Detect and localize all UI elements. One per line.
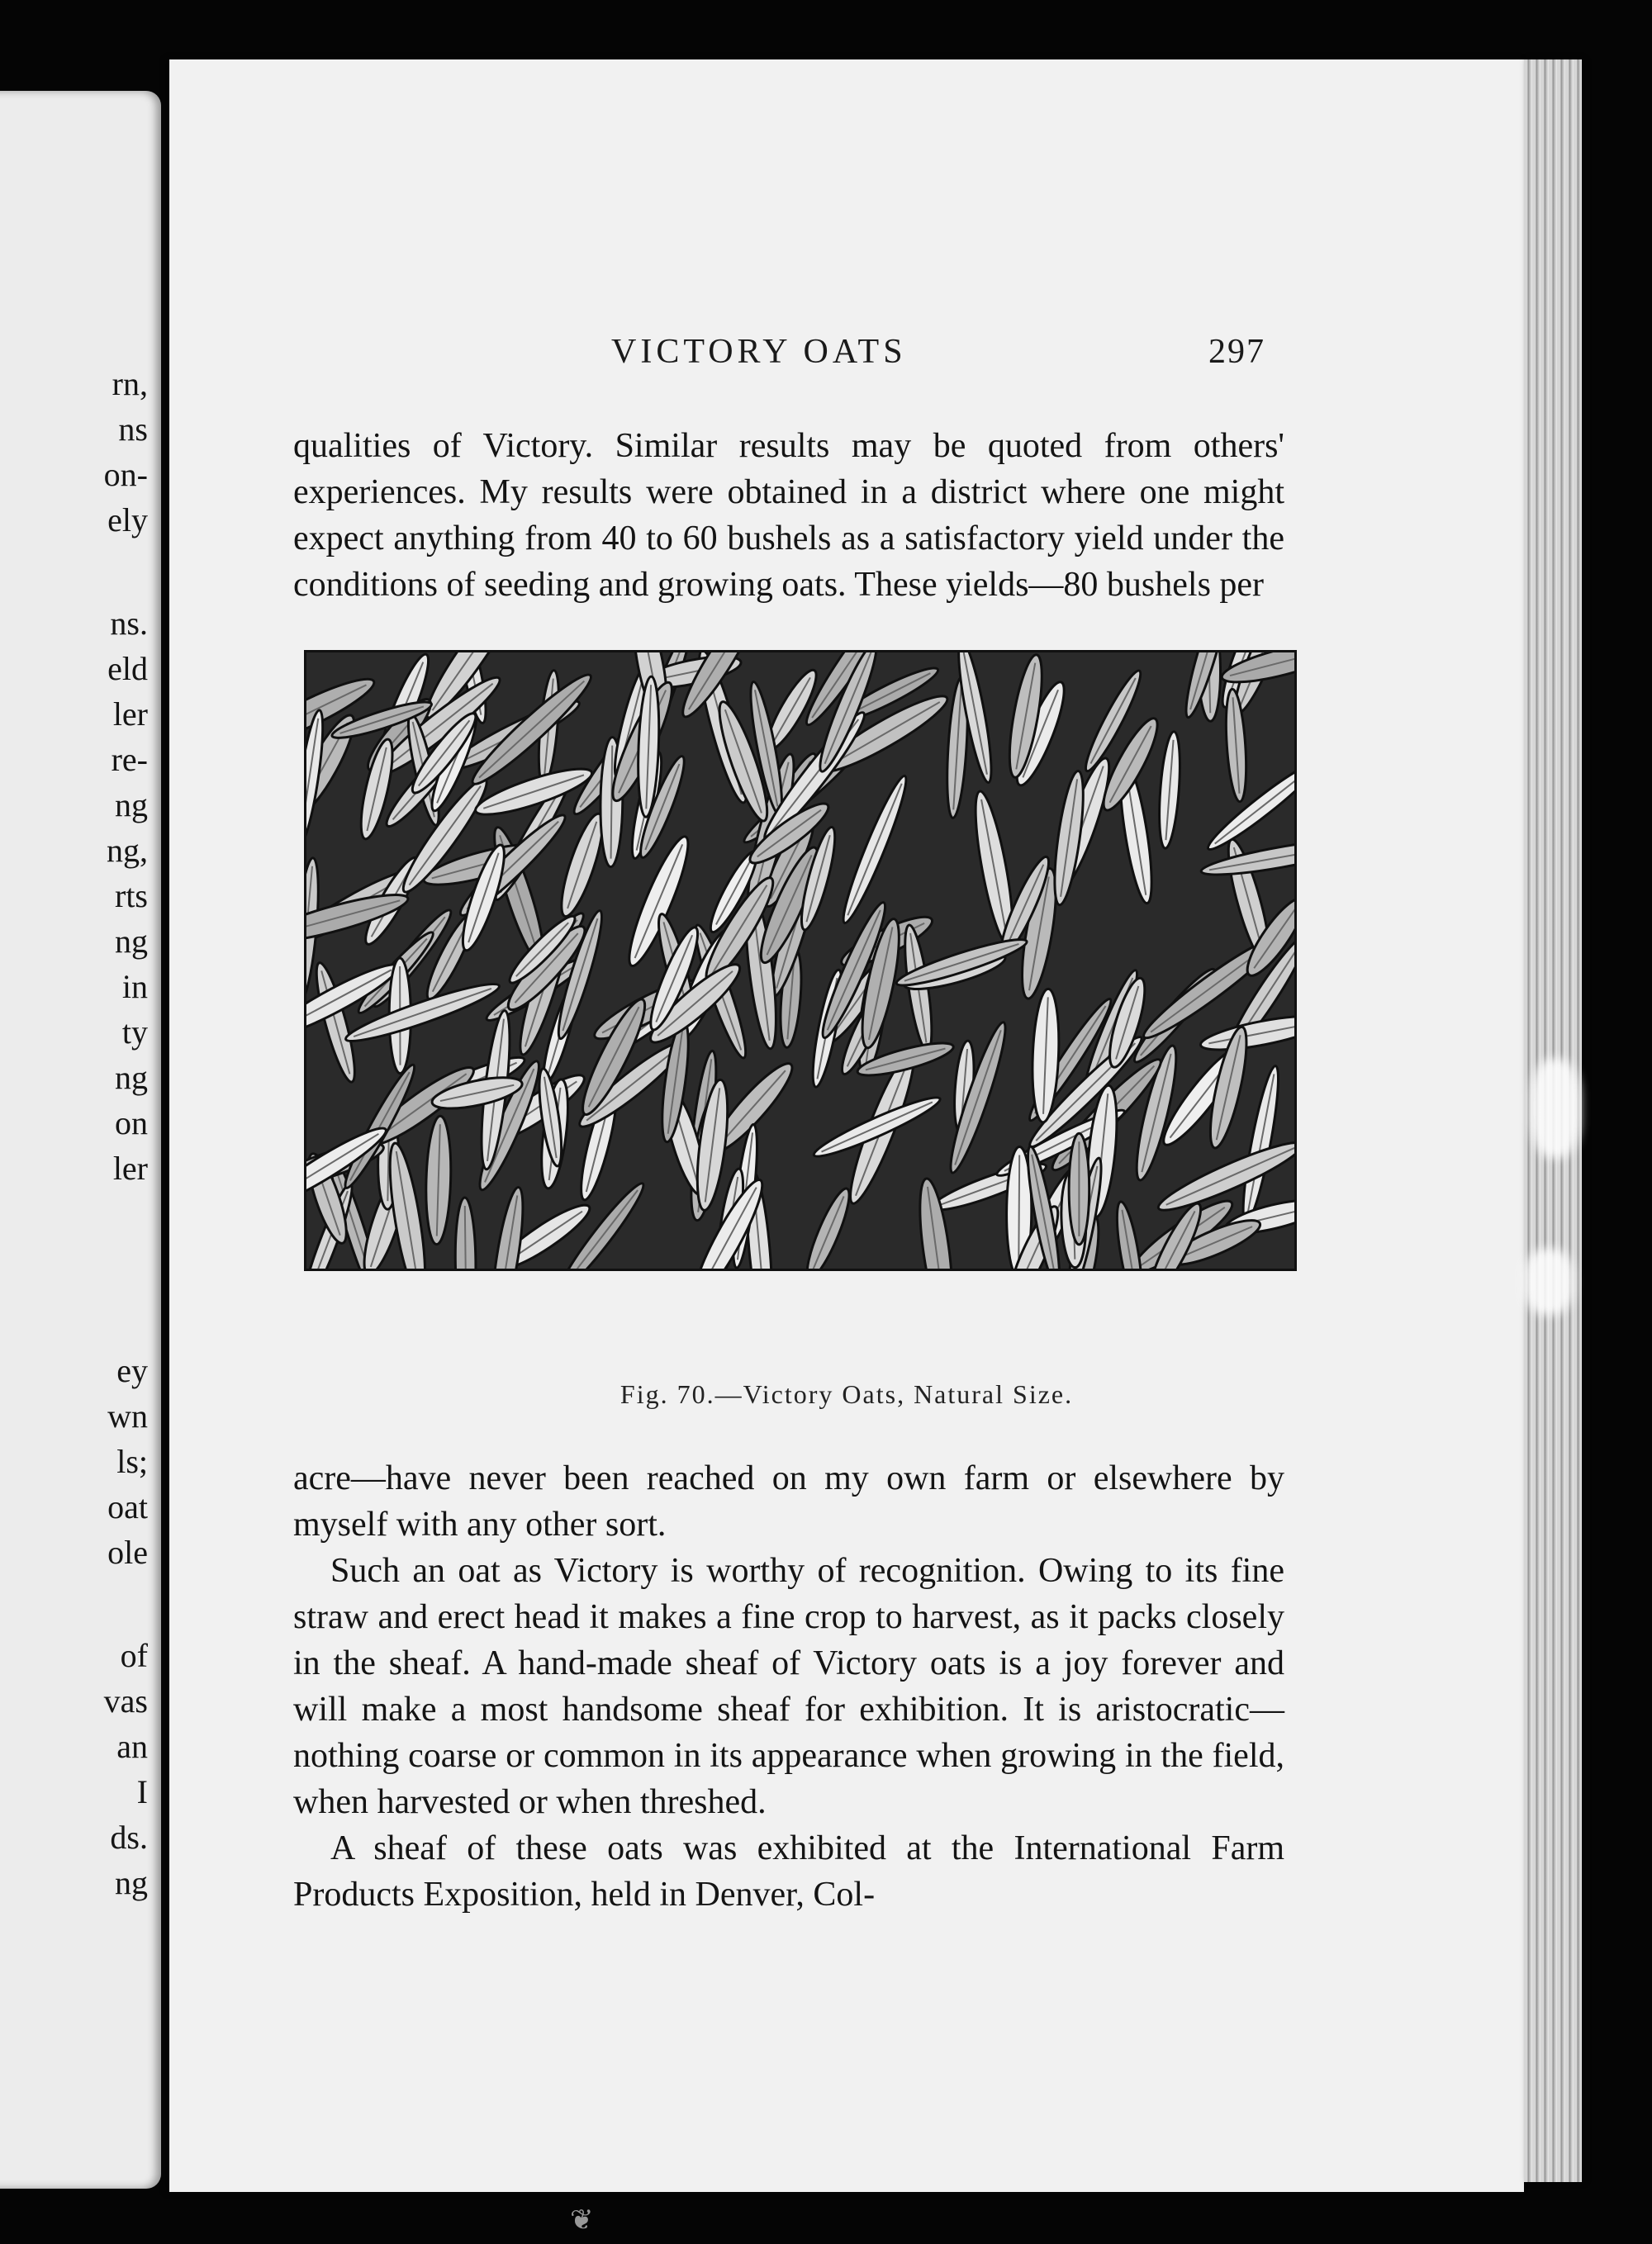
- body-text-bottom: [293, 1455, 1284, 1918]
- paragraph-1: acre—have never been reached on my own farm or elsewhere by myself with any other sort.: [293, 1459, 1284, 1544]
- figure-caption: Fig. 70.—Victory Oats, Natural Size.: [620, 1379, 1074, 1409]
- left-page-fragment: ng,: [107, 832, 148, 869]
- left-page-fragment: ns: [118, 410, 148, 448]
- body-text-top: [293, 423, 1284, 608]
- page-block-edge: [1524, 59, 1582, 2182]
- left-page-fragment: vas: [103, 1682, 148, 1720]
- left-page-fragment: ns.: [110, 605, 148, 642]
- left-page-fragment: ty: [121, 1013, 148, 1051]
- paragraph-2: Such an oat as Victory is worthy of recognition. Owing to its fine straw and erect head it makes a fine crop to harvest, as it packs closely in the sheaf. A hand-made sheaf of Victory oats is a joy forever and will make a most handsome sheaf for exhibition. It is aristocratic—nothing coarse or common in its appearance when growing in the field, when harvested or when threshed.: [293, 1552, 1284, 1821]
- paragraph-continued: qualities of Victory. Similar results may be quoted from others' experiences. My results were obtained in a district where one might expect anything from 40 to 60 bushels as a satisfactory yield under the conditions of seeding and growing oats. These yields—80 bushels per: [293, 427, 1284, 604]
- previous-page-edge: [0, 91, 161, 2189]
- left-page-fragment: ole: [107, 1534, 148, 1571]
- left-page-fragment: eld: [107, 650, 148, 687]
- scan-mark: ❦: [570, 2205, 594, 2236]
- left-page-fragment: ng: [115, 786, 148, 823]
- left-page-fragment: ng: [115, 923, 148, 960]
- left-page-fragment: ler: [112, 1150, 148, 1187]
- left-page-fragment: ng: [115, 1864, 148, 1901]
- left-page-fragment: re-: [111, 741, 148, 778]
- left-page-fragment: ler: [112, 695, 148, 733]
- left-page-fragment: oat: [107, 1488, 148, 1525]
- left-page-fragment: rn,: [112, 365, 148, 402]
- oat-grains-image: [306, 652, 1294, 1269]
- book-page: [169, 59, 1524, 2192]
- left-page-fragment: ely: [107, 501, 148, 538]
- left-page-fragment: ng: [115, 1059, 148, 1096]
- left-page-fragment: wn: [107, 1397, 148, 1435]
- left-page-fragment: on: [115, 1104, 148, 1141]
- left-page-fragment: an: [116, 1728, 148, 1765]
- left-page-fragment: ls;: [116, 1443, 148, 1480]
- left-page-fragment: rts: [115, 877, 148, 914]
- page-number: 297: [1208, 333, 1265, 371]
- running-title: VICTORY OATS: [611, 333, 907, 371]
- left-page-fragment: of: [120, 1637, 148, 1674]
- paragraph-3: A sheaf of these oats was exhibited at the International Farm Products Exposition, held in Denver, Col-: [293, 1829, 1284, 1914]
- left-page-fragment: in: [121, 968, 148, 1005]
- oat-grain-photograph: [304, 650, 1297, 1271]
- left-page-fragment: ds.: [110, 1819, 148, 1856]
- left-page-fragment: ey: [116, 1352, 148, 1389]
- oat-grain: [1069, 1133, 1089, 1245]
- left-page-fragment: I: [136, 1773, 148, 1810]
- left-page-fragment: on-: [103, 456, 148, 493]
